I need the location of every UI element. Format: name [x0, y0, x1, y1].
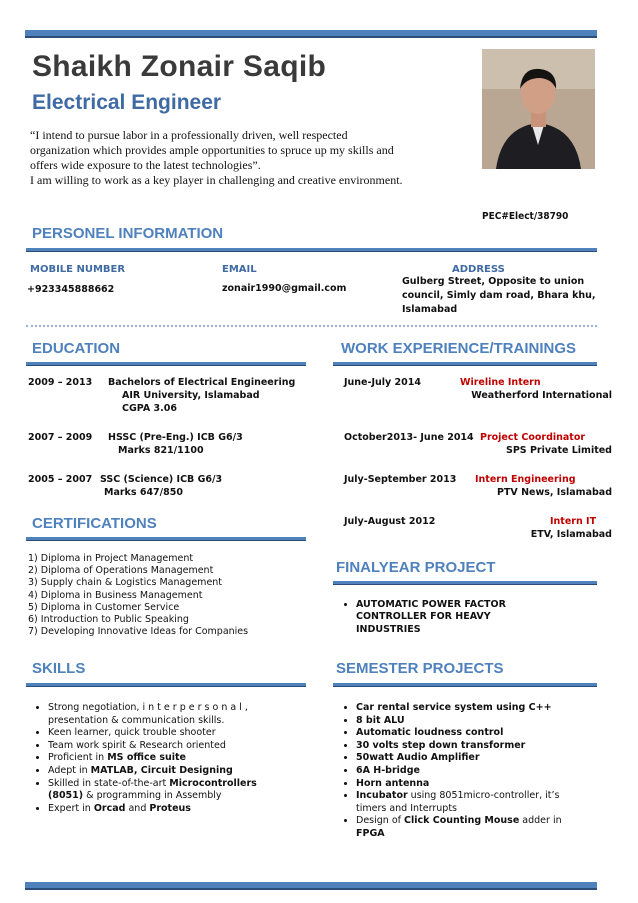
- education-degree: Bachelors of Electrical Engineering: [108, 377, 296, 388]
- address-value: Gulberg Street, Opposite to union council, Simly dam road, Bhara khu, Islamabad: [402, 276, 596, 315]
- education-institute: AIR University, Islamabad: [122, 390, 260, 401]
- skill-item: [48, 778, 280, 803]
- project-name: Automatic loudness control: [356, 727, 504, 739]
- work-organization: Weatherford International: [471, 390, 612, 401]
- email-label: EMAIL: [222, 264, 257, 275]
- skill-text: Proficient in: [48, 752, 108, 764]
- skill-keyword: Orcad: [93, 802, 126, 814]
- pec-registration: PEC#Elect/38790: [482, 211, 569, 222]
- section-dotted-rule: [26, 323, 597, 327]
- email-value: zonair1990@gmail.com: [222, 283, 347, 294]
- certification-item: 7) Developing Innovative Ideas for Companies: [28, 626, 249, 638]
- objective-line-2: I am willing to work as a key player in challenging and creative environment.: [30, 173, 403, 187]
- work-period: July-September 2013: [344, 474, 457, 485]
- education-grade: Marks 647/850: [104, 487, 183, 498]
- education-grade: CGPA 3.06: [122, 403, 177, 414]
- skill-item: [48, 752, 280, 765]
- work-period: October2013- June 2014: [344, 432, 474, 443]
- work-organization: PTV News, Islamabad: [496, 487, 612, 498]
- project-name: 6A H-bridge: [356, 764, 420, 776]
- section-rule: [26, 683, 306, 687]
- certification-item: 1) Diploma in Project Management: [28, 553, 194, 564]
- section-rule: [333, 581, 597, 585]
- final-project-item: • AUTOMATIC POWER FACTOR CONTROLLER FOR HEAVY INDUSTRIES: [356, 599, 556, 636]
- section-heading-personal: PERSONEL INFORMATION: [32, 225, 224, 242]
- skill-text: and: [125, 802, 150, 814]
- skill-keyword: MS office suite: [107, 752, 186, 764]
- work-organization: SPS Private Limited: [505, 445, 612, 456]
- section-heading-work: WORK EXPERIENCE/TRAININGS: [341, 340, 577, 357]
- skills-list: [26, 702, 280, 815]
- semester-project-item: [356, 702, 588, 715]
- semester-project-item: [356, 715, 588, 728]
- skill-keyword: Proteus: [149, 802, 191, 814]
- semester-project-item: [356, 765, 588, 778]
- semester-project-item: [356, 815, 588, 840]
- section-rule: [26, 248, 597, 252]
- semester-project-item: [356, 790, 588, 815]
- work-role: Intern IT: [550, 516, 597, 527]
- section-rule: [333, 362, 597, 366]
- skill-text: Expert in: [48, 802, 94, 814]
- skill-item: [48, 765, 280, 778]
- skill-text: Adept in: [48, 764, 91, 776]
- work-role: Intern Engineering: [475, 474, 576, 485]
- semester-project-item: [356, 727, 588, 740]
- skill-keyword: MATLAB, Circuit Designing: [90, 764, 233, 776]
- project-detail: using 8051micro-controller, it’s timers and Interrupts: [356, 790, 560, 814]
- section-rule: [333, 683, 597, 687]
- mobile-label: MOBILE NUMBER: [30, 264, 126, 275]
- candidate-name: Shaikh Zonair Saqib: [32, 50, 327, 83]
- section-heading-skills: SKILLS: [32, 660, 86, 677]
- certification-item: 6) Introduction to Public Speaking: [28, 614, 189, 626]
- section-heading-semester-projects: SEMESTER PROJECTS: [336, 660, 504, 677]
- work-period: June-July 2014: [344, 377, 421, 388]
- project-name: Click Counting Mouse: [404, 815, 520, 827]
- project-detail: Design of: [356, 815, 404, 827]
- work-organization: ETV, Islamabad: [530, 529, 612, 540]
- address-label: ADDRESS: [452, 264, 505, 275]
- education-grade: Marks 821/1100: [118, 445, 204, 456]
- objective-line-1: “I intend to pursue labor in a professionally driven, well respected organization which provides ample opportunities to spruce up my skills and offers wide exposure to the latest technologies”.: [30, 128, 394, 172]
- education-degree: SSC (Science) ICB G6/3: [100, 474, 223, 485]
- mobile-value: +923345888662: [27, 284, 115, 295]
- certification-item: 3) Supply chain & Logistics Management: [28, 577, 223, 589]
- work-period: July-August 2012: [344, 516, 436, 527]
- education-degree: HSSC (Pre-Eng.) ICB G6/3: [108, 432, 243, 443]
- certification-item: 5) Diploma in Customer Service: [28, 601, 180, 613]
- section-heading-certifications: CERTIFICATIONS: [32, 515, 157, 532]
- education-years: 2007 – 2009: [28, 432, 93, 443]
- project-name: Horn antenna: [356, 777, 430, 789]
- top-border-bar: [25, 30, 597, 38]
- final-project-list: [334, 599, 556, 636]
- semester-project-item: [356, 740, 588, 753]
- section-rule: [26, 537, 306, 541]
- project-name: Incubator: [356, 790, 408, 802]
- certification-item: 4) Diploma in Business Management: [28, 589, 203, 601]
- section-heading-final-project: FINALYEAR PROJECT: [336, 559, 496, 576]
- skill-item: • Keen learner, quick trouble shooter: [48, 727, 280, 740]
- objective-statement: [30, 128, 410, 188]
- certifications-list: [28, 553, 248, 638]
- education-years: 2009 – 2013: [28, 377, 93, 388]
- section-rule: [26, 362, 306, 366]
- project-detail: adder in: [519, 815, 562, 827]
- skill-item: • Team work spirit & Research oriented: [48, 740, 280, 753]
- semester-projects-list: [334, 702, 588, 841]
- project-name: FPGA: [356, 827, 385, 839]
- work-role: Project Coordinator: [480, 432, 586, 443]
- profile-photo: [482, 49, 595, 169]
- semester-project-item: [356, 752, 588, 765]
- semester-project-item: [356, 778, 588, 791]
- education-entry: [28, 376, 92, 389]
- skill-text: Skilled in state-of-the-art: [48, 777, 170, 789]
- skill-text: & programming in Assembly: [83, 790, 222, 802]
- project-name: 8 bit ALU: [356, 714, 405, 726]
- project-name: 30 volts step down transformer: [356, 739, 526, 751]
- education-years: 2005 – 2007: [28, 474, 93, 485]
- project-name: Car rental service system using C++: [356, 702, 552, 713]
- certification-item: 2) Diploma of Operations Management: [28, 565, 214, 577]
- skill-item: • Strong negotiation, i n t e r p e r s o n a l , presentation & communication skills.: [48, 702, 280, 727]
- bottom-border-bar: [25, 882, 597, 890]
- skill-item: [48, 803, 280, 816]
- skill-keyword: Microcontrollers (8051): [48, 777, 257, 802]
- project-name: 50watt Audio Amplifier: [356, 752, 480, 764]
- section-heading-education: EDUCATION: [32, 340, 121, 357]
- work-role: Wireline Intern: [460, 377, 541, 388]
- job-title: Electrical Engineer: [32, 91, 222, 114]
